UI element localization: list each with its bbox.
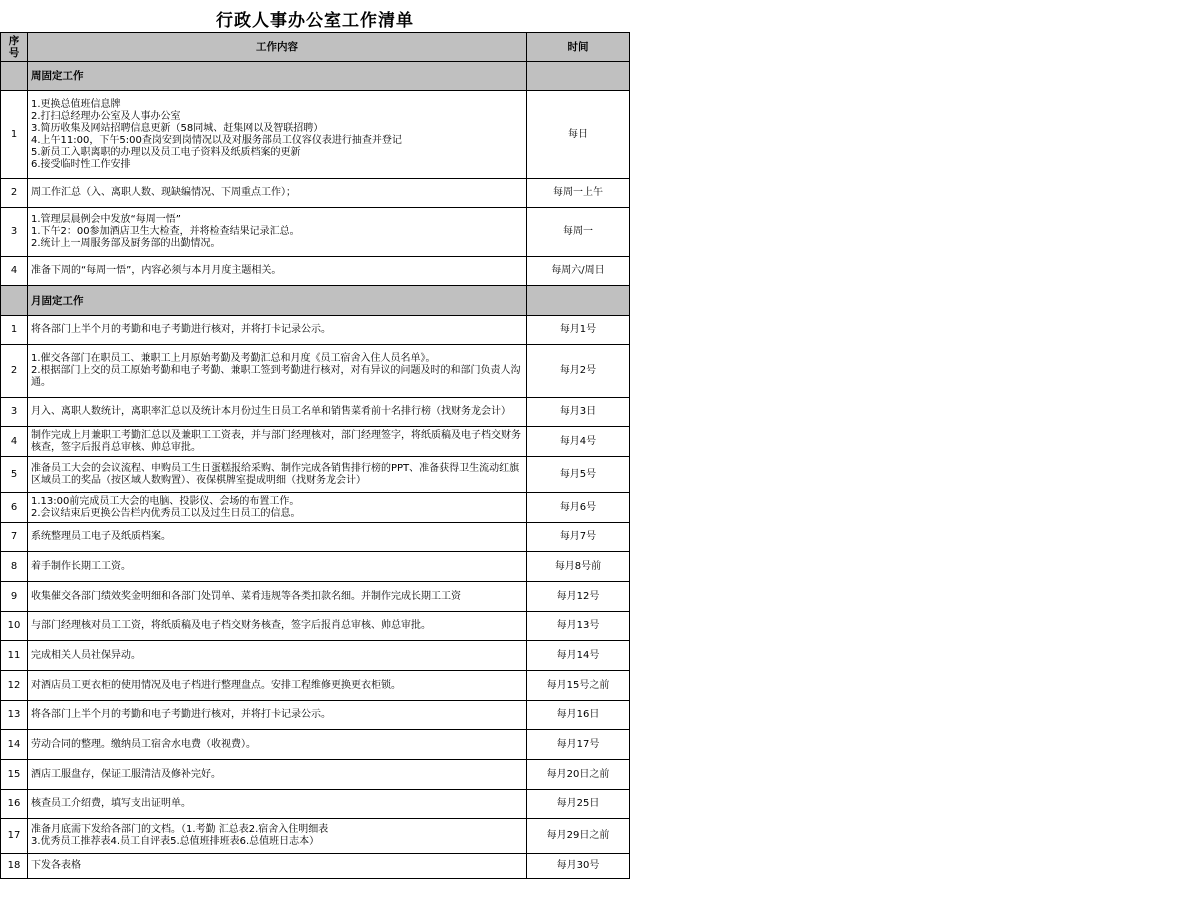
row-index: 15 <box>1 760 28 790</box>
row-index: 2 <box>1 179 28 208</box>
work-content-line: 准备下周的“每周一悟”，内容必须与本月月度主题相关。 <box>31 265 282 276</box>
table-row <box>1 641 630 671</box>
schedule-time: 每月1号 <box>527 316 630 345</box>
work-content-line: 2.统计上一周服务部及厨务部的出勤情况。 <box>31 238 221 249</box>
work-content-line: 月入、离职人数统计，离职率汇总以及统计本月份过生日员工名单和销售菜肴前十名排行榜（找财务龙会计） <box>31 406 511 417</box>
table-row <box>1 790 630 819</box>
table-row <box>1 671 630 701</box>
work-content-cell <box>28 582 527 612</box>
schedule-time: 每月12号 <box>527 582 630 612</box>
work-content-cell <box>28 523 527 552</box>
table-row <box>1 398 630 427</box>
header-index: 序号 <box>1 33 28 62</box>
work-content-line: 1.管理层晨例会中发放“每周一悟” <box>31 214 181 225</box>
work-content-cell <box>28 854 527 879</box>
work-content-line: 核查员工介绍费，填写支出证明单。 <box>31 798 191 809</box>
work-content-cell <box>28 316 527 345</box>
work-content-cell <box>28 790 527 819</box>
schedule-time: 每周一上午 <box>527 179 630 208</box>
row-index: 1 <box>1 316 28 345</box>
row-index: 3 <box>1 398 28 427</box>
work-content-cell <box>28 819 527 854</box>
work-content-cell <box>28 427 527 457</box>
row-index: 1 <box>1 91 28 179</box>
work-content-line: 1.更换总值班信息牌 <box>31 98 121 110</box>
schedule-time: 每月8号前 <box>527 552 630 582</box>
section-header-row <box>1 62 630 91</box>
table-row <box>1 179 630 208</box>
work-content-line: 下发各表格 <box>31 860 81 871</box>
row-index: 17 <box>1 819 28 854</box>
section-index-cell <box>1 286 28 316</box>
work-content-cell <box>28 257 527 286</box>
table-row <box>1 457 630 493</box>
work-content-line: 将各部门上半个月的考勤和电子考勤进行核对，并将打卡记录公示。 <box>31 324 331 335</box>
table-row <box>1 316 630 345</box>
schedule-time: 每月6号 <box>527 493 630 523</box>
work-content-line: 3.简历收集及网站招聘信息更新（58同城、赶集网以及智联招聘） <box>31 122 324 134</box>
table-row <box>1 819 630 854</box>
work-content-cell <box>28 612 527 641</box>
schedule-time: 每周一 <box>527 208 630 257</box>
work-content-line: 对酒店员工更衣柜的使用情况及电子档进行整理盘点。安排工程维修更换更衣柜锁。 <box>31 679 401 691</box>
row-index: 2 <box>1 345 28 398</box>
work-content-line: 完成相关人员社保异动。 <box>31 649 141 661</box>
work-content-line: 准备月底需下发给各部门的文档。（1.考勤 汇总表2.宿舍入住明细表 <box>31 824 329 835</box>
work-content-line: 系统整理员工电子及纸质档案。 <box>31 531 171 542</box>
row-index: 18 <box>1 854 28 879</box>
work-content-line: 与部门经理核对员工工资，将纸质稿及电子档交财务核查，签字后报肖总审核、帅总审批。 <box>31 620 431 631</box>
section-time-cell <box>527 286 630 316</box>
work-content-cell <box>28 179 527 208</box>
work-content-line: 4.上午11:00，下午5:00查岗安到岗情况以及对服务部员工仪容仪表进行抽查并登记 <box>31 134 402 146</box>
row-index: 14 <box>1 730 28 760</box>
row-index: 11 <box>1 641 28 671</box>
schedule-time: 每日 <box>527 91 630 179</box>
row-index: 10 <box>1 612 28 641</box>
schedule-time: 每月20日之前 <box>527 760 630 790</box>
work-content-line: 准备员工大会的会议流程、申购员工生日蛋糕报给采购、制作完成各销售排行榜的PPT、准备获得卫生流动红旗区域员工的奖品（按区域人数购置）、夜保棋牌室提成明细（找财务龙会计） <box>31 462 520 486</box>
table-row <box>1 493 630 523</box>
schedule-time: 每月30号 <box>527 854 630 879</box>
header-content: 工作内容 <box>28 33 527 62</box>
row-index: 4 <box>1 257 28 286</box>
schedule-time: 每月15号之前 <box>527 671 630 701</box>
schedule-time: 每月2号 <box>527 345 630 398</box>
schedule-time: 每月25日 <box>527 790 630 819</box>
section-title: 月固定工作 <box>28 286 527 316</box>
work-content-cell <box>28 493 527 523</box>
schedule-time: 每月4号 <box>527 427 630 457</box>
work-content-line: 收集催交各部门绩效奖金明细和各部门处罚单、菜肴违规等各类扣款名细。并制作完成长期工工资 <box>31 590 461 602</box>
schedule-time: 每月7号 <box>527 523 630 552</box>
table-row <box>1 612 630 641</box>
work-content-line: 1.催交各部门在职员工、兼职工上月原始考勤及考勤汇总和月度《员工宿舍入住人员名单》。 <box>31 353 436 364</box>
row-index: 3 <box>1 208 28 257</box>
work-content-line: 2.打扫总经理办公室及人事办公室 <box>31 110 181 122</box>
row-index: 8 <box>1 552 28 582</box>
row-index: 4 <box>1 427 28 457</box>
section-index-cell <box>1 62 28 91</box>
work-content-cell <box>28 398 527 427</box>
work-content-line: 着手制作长期工工资。 <box>31 560 131 572</box>
row-index: 13 <box>1 701 28 730</box>
table-row <box>1 701 630 730</box>
table-row <box>1 91 630 179</box>
work-content-line: 2.会议结束后更换公告栏内优秀员工以及过生日员工的信息。 <box>31 507 301 519</box>
work-content-cell <box>28 552 527 582</box>
schedule-time: 每月29日之前 <box>527 819 630 854</box>
schedule-time: 每月13号 <box>527 612 630 641</box>
schedule-time: 每月16日 <box>527 701 630 730</box>
work-content-line: 酒店工服盘存，保证工服清洁及修补完好。 <box>31 768 221 780</box>
work-content-line: 1.13:00前完成员工大会的电脑、投影仪、会场的布置工作。 <box>31 495 300 507</box>
schedule-time: 每周六/周日 <box>527 257 630 286</box>
table-row <box>1 523 630 552</box>
work-content-line: 1.下午2：00参加酒店卫生大检查，并将检查结果记录汇总。 <box>31 226 300 237</box>
header-row <box>1 33 630 62</box>
table-row <box>1 730 630 760</box>
table-row <box>1 257 630 286</box>
row-index: 5 <box>1 457 28 493</box>
work-content-cell <box>28 208 527 257</box>
table-row <box>1 345 630 398</box>
work-content-cell <box>28 457 527 493</box>
work-content-cell <box>28 701 527 730</box>
row-index: 12 <box>1 671 28 701</box>
work-content-cell <box>28 760 527 790</box>
work-content-line: 3.优秀员工推荐表4.员工自评表5.总值班排班表6.总值班日志本） <box>31 836 320 847</box>
work-content-line: 制作完成上月兼职工考勤汇总以及兼职工工资表，并与部门经理核对，部门经理签字，将纸质稿及电子档交财务核查，签字后报肖总审核、帅总审批。 <box>31 429 521 453</box>
row-index: 9 <box>1 582 28 612</box>
work-content-line: 5.新员工入职离职的办理以及员工电子资料及纸质档案的更新 <box>31 146 301 158</box>
table-row <box>1 854 630 879</box>
table-row <box>1 208 630 257</box>
work-content-cell <box>28 91 527 179</box>
table-body <box>1 62 630 879</box>
table-row <box>1 427 630 457</box>
schedule-time: 每月14号 <box>527 641 630 671</box>
table-row <box>1 582 630 612</box>
work-content-line: 将各部门上半个月的考勤和电子考勤进行核对，并将打卡记录公示。 <box>31 709 331 720</box>
work-checklist-table <box>0 32 630 879</box>
section-time-cell <box>527 62 630 91</box>
table-row <box>1 552 630 582</box>
header-time: 时间 <box>527 33 630 62</box>
table-row <box>1 760 630 790</box>
section-header-row <box>1 286 630 316</box>
work-content-line: 6.接受临时性工作安排 <box>31 158 131 170</box>
schedule-time: 每月5号 <box>527 457 630 493</box>
schedule-time: 每月3日 <box>527 398 630 427</box>
row-index: 6 <box>1 493 28 523</box>
work-content-line: 劳动合同的整理。缴纳员工宿舍水电费（收视费）。 <box>31 738 256 750</box>
section-title: 周固定工作 <box>28 62 527 91</box>
work-content-cell <box>28 345 527 398</box>
row-index: 7 <box>1 523 28 552</box>
schedule-time: 每月17号 <box>527 730 630 760</box>
row-index: 16 <box>1 790 28 819</box>
work-content-cell <box>28 730 527 760</box>
work-content-line: 2.根据部门上交的员工原始考勤和电子考勤、兼职工签到考勤进行核对，对有异议的问题及时的和部门负责人沟通。 <box>31 365 521 388</box>
work-content-line: 周工作汇总（入、离职人数、现缺编情况、下周重点工作）； <box>31 187 296 198</box>
document-title: 行政人事办公室工作清单 <box>216 11 414 31</box>
work-content-cell <box>28 671 527 701</box>
work-content-cell <box>28 641 527 671</box>
